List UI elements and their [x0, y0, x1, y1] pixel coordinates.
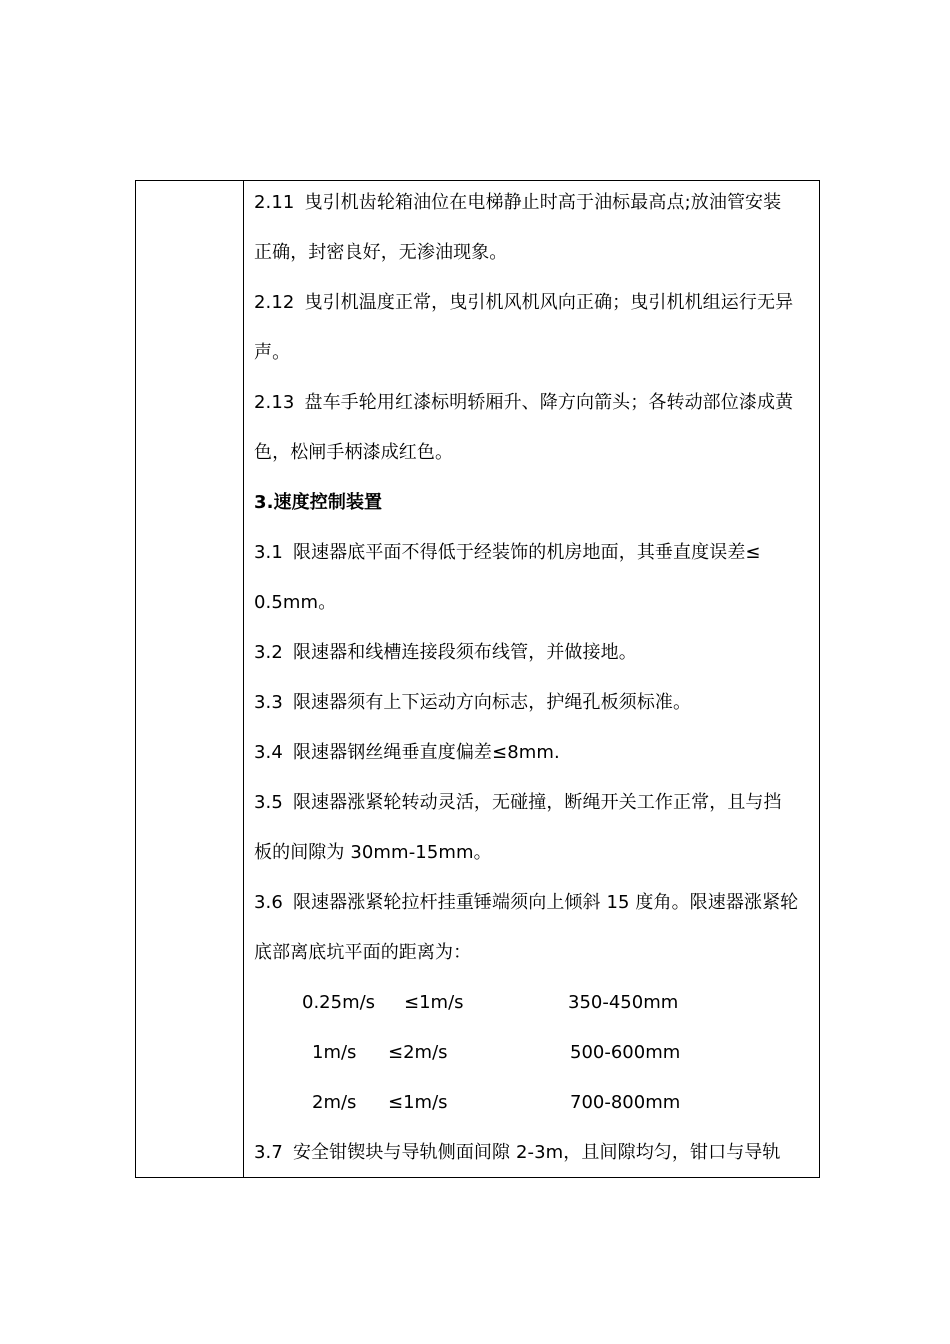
- item-text: 曳引机温度正常，曳引机风机风向正确；曳引机机组运行无异: [304, 292, 794, 313]
- item-number: 3.1: [254, 542, 283, 563]
- item-text: 限速器须有上下运动方向标志，护绳孔板须标准。: [292, 692, 692, 713]
- item-number: 3.2: [254, 642, 283, 663]
- speed-row: [254, 1031, 814, 1081]
- item-text: 限速器底平面不得低于经装饰的机房地面，其垂直度误差≤: [292, 542, 761, 563]
- speed-condition: ≤2m/s: [388, 1042, 448, 1063]
- speed-row: [254, 981, 814, 1031]
- item-number: 2.12: [254, 292, 295, 313]
- item-2-12-line-2: 声。: [254, 342, 291, 363]
- speed-row: [254, 1081, 814, 1131]
- item-number: 3.4: [254, 742, 283, 763]
- item-3-1-line-1: [254, 531, 814, 581]
- item-3-2-line-1: [254, 631, 814, 681]
- item-number: 3.6: [254, 892, 283, 913]
- spec-table: [135, 180, 820, 1178]
- speed-value: 2m/s: [312, 1092, 357, 1113]
- item-2-12-line-1: [254, 281, 814, 331]
- item-3-6-line-1: [254, 881, 814, 931]
- speed-value: 1m/s: [312, 1042, 357, 1063]
- distance-range: 500-600mm: [570, 1042, 681, 1063]
- item-3-7-line-1: [254, 1131, 814, 1181]
- speed-condition: ≤1m/s: [404, 992, 464, 1013]
- item-text: 限速器涨紧轮转动灵活，无碰撞，断绳开关工作正常，且与挡: [292, 792, 782, 813]
- item-3-6-line-2: 底部离底坑平面的距离为：: [254, 942, 472, 963]
- item-text: 安全钳锲块与导轨侧面间隙 2-3m，且间隙均匀，钳口与导轨: [292, 1142, 781, 1163]
- table-right-column: [254, 181, 814, 1181]
- item-2-11-line-1: [254, 181, 814, 231]
- item-number: 2.11: [254, 192, 295, 213]
- speed-condition: ≤1m/s: [388, 1092, 448, 1113]
- item-number: 3.3: [254, 692, 283, 713]
- item-3-3-line-1: [254, 681, 814, 731]
- item-2-13-line-1: [254, 381, 814, 431]
- table-left-column: [136, 181, 244, 1177]
- item-3-1-line-2: 0.5mm。: [254, 592, 337, 613]
- item-3-5-line-1: [254, 781, 814, 831]
- item-number: 2.13: [254, 392, 295, 413]
- speed-value: 0.25m/s: [302, 992, 376, 1013]
- item-number: 3.7: [254, 1142, 283, 1163]
- item-text: 限速器涨紧轮拉杆挂重锤端须向上倾斜 15 度角。限速器涨紧轮: [292, 892, 799, 913]
- item-text: 曳引机齿轮箱油位在电梯静止时高于油标最高点;放油管安装: [304, 192, 782, 213]
- item-text: 限速器和线槽连接段须布线管，并做接地。: [292, 642, 637, 663]
- section-heading: 3.速度控制装置: [254, 492, 383, 513]
- item-text: 限速器钢丝绳垂直度偏差≤8mm.: [292, 742, 560, 763]
- item-text: 盘车手轮用红漆标明轿厢升、降方向箭头；各转动部位漆成黄: [304, 392, 794, 413]
- distance-range: 350-450mm: [568, 992, 679, 1013]
- item-number: 3.5: [254, 792, 283, 813]
- item-3-4-line-1: [254, 731, 814, 781]
- item-2-11-line-2: 正确，封密良好，无渗油现象。: [254, 242, 508, 263]
- item-2-13-line-2: 色，松闸手柄漆成红色。: [254, 442, 454, 463]
- item-3-5-line-2: 板的间隙为 30mm-15mm。: [254, 842, 492, 863]
- distance-range: 700-800mm: [570, 1092, 681, 1113]
